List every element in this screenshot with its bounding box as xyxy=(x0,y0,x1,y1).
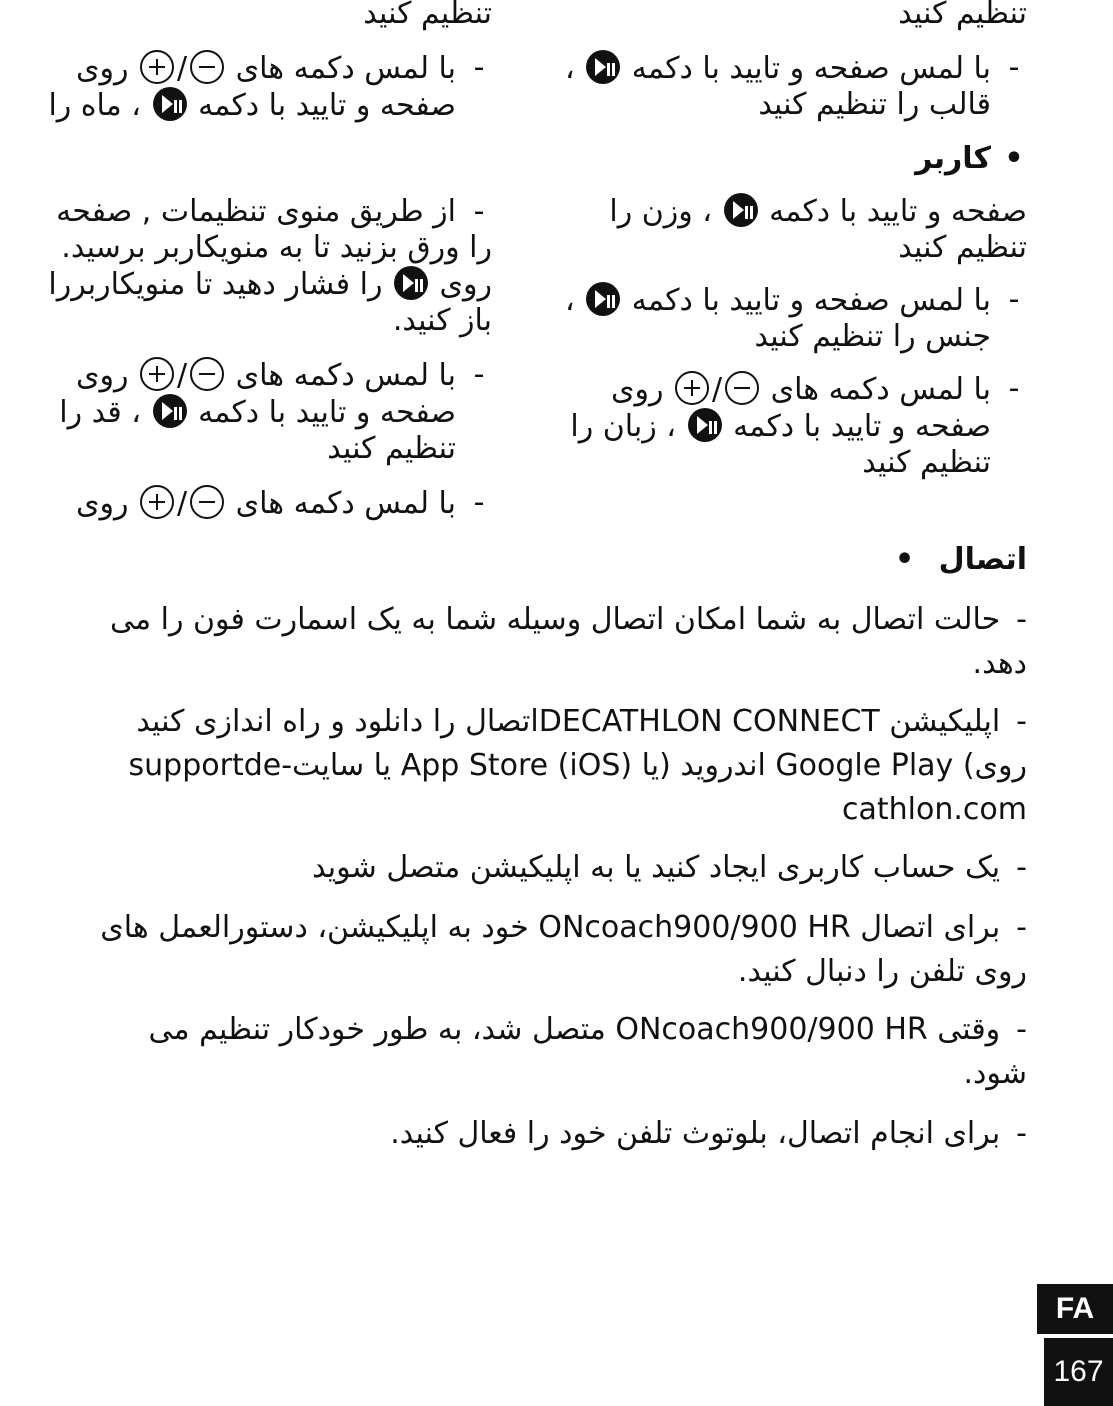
ok-play-pause-icon xyxy=(688,408,722,442)
connection-item-6 xyxy=(0,1112,1027,1156)
language-line2-text: صفحه و تایید با دکمه xyxy=(733,409,991,444)
template-line1-text: با لمس صفحه و تایید با دکمه xyxy=(631,51,991,86)
dash: - xyxy=(1008,282,1020,317)
month-line1-text: با لمس دکمه های xyxy=(235,51,456,86)
height-item xyxy=(0,357,492,467)
language-line2-tail: ، زبان را xyxy=(570,409,676,444)
ok-play-pause-icon xyxy=(586,282,620,316)
connection-heading: اتصال xyxy=(938,542,1027,577)
language-line1-tail: روی xyxy=(610,372,664,407)
bullet: • xyxy=(1004,141,1024,176)
weight-item xyxy=(528,193,1027,266)
month-line2-text: صفحه و تایید با دکمه xyxy=(198,88,456,123)
left-top-line: تنظیم کنید xyxy=(363,0,492,31)
gender-line2: جنس را تنظیم کنید xyxy=(754,319,991,354)
menu-line3-text: روی xyxy=(439,267,492,302)
dash: - xyxy=(473,485,485,520)
slash: / xyxy=(177,486,188,521)
connection-5-line1: وقتی ONcoach900/900 HR متصل شد، به طور خودکار تنظیم می xyxy=(148,1012,1001,1047)
connection-heading-row xyxy=(800,542,1027,578)
ok-play-pause-icon xyxy=(586,50,620,84)
dash: - xyxy=(473,194,485,229)
page-number: 167 xyxy=(1044,1338,1113,1406)
height-line2-text: صفحه و تایید با دکمه xyxy=(198,395,456,430)
language-line1-text: با لمس دکمه های xyxy=(770,372,991,407)
connection-item-3 xyxy=(0,846,1027,890)
dash: - xyxy=(1008,50,1020,85)
plus-circle-icon xyxy=(140,50,174,84)
ok-play-pause-icon xyxy=(153,394,187,428)
ok-play-pause-icon xyxy=(153,87,187,121)
connection-2-line3: cathlon.com xyxy=(842,792,1027,827)
connection-item-2 xyxy=(0,700,1027,832)
last-line1-tail: روی xyxy=(75,486,129,521)
minus-circle-icon xyxy=(725,371,759,405)
connection-item-5 xyxy=(0,1008,1027,1096)
gender-item xyxy=(528,282,1027,355)
right-column xyxy=(528,0,1027,481)
month-line2-tail: ، ماه را xyxy=(48,88,141,123)
connection-1-line1: حالت اتصال به شما امکان اتصال وسیله شما به یک اسمارت فون را می xyxy=(110,602,1001,637)
menu-line4: باز کنید. xyxy=(392,303,492,338)
connection-1-line2: دهد. xyxy=(972,646,1027,681)
connection-item-1 xyxy=(0,598,1027,686)
minus-circle-icon xyxy=(190,50,224,84)
weight-line1-tail: ، وزن را xyxy=(609,194,712,229)
minus-circle-icon xyxy=(190,357,224,391)
plus-circle-icon xyxy=(140,357,174,391)
user-heading-row xyxy=(528,141,1027,177)
ok-play-pause-icon xyxy=(394,266,428,300)
connection-2-line1: اپلیکیشن DECATHLON CONNECTاتصال را دانلود و راه اندازی کنید xyxy=(136,704,1001,739)
minus-circle-icon xyxy=(190,485,224,519)
language-item xyxy=(528,371,1027,481)
connection-3-line1: یک حساب کاربری ایجاد کنید یا به اپلیکیشن متصل شوید xyxy=(312,850,1001,885)
menu-line1: از طریق منوی تنظیمات , صفحه xyxy=(56,194,456,229)
dash: - xyxy=(1016,704,1027,739)
height-line1-tail: روی xyxy=(75,358,129,393)
menu-line2: را ورق بزنید تا به منویکاربر برسید. xyxy=(61,230,492,265)
month-line1-tail: روی xyxy=(75,51,129,86)
dash: - xyxy=(1008,371,1020,406)
dash: - xyxy=(473,357,485,392)
slash: / xyxy=(177,358,188,393)
slash: / xyxy=(177,51,188,86)
user-menu-item xyxy=(0,194,492,230)
bullet: • xyxy=(894,542,915,577)
gender-line1-text: با لمس صفحه و تایید با دکمه xyxy=(631,283,991,318)
slash: / xyxy=(712,372,723,407)
connection-item-4 xyxy=(0,906,1027,994)
plus-circle-icon xyxy=(675,371,709,405)
right-top-line: تنظیم کنید xyxy=(898,0,1027,31)
connection-6-line1: برای انجام اتصال، بلوتوث تلفن خود را فعال کنید. xyxy=(390,1116,1001,1151)
connection-5-line2: شود. xyxy=(963,1056,1027,1091)
height-line2-tail: ، قد را xyxy=(59,395,141,430)
connection-2-line2: روی) Google Play اندروید (یا (iOS) App Store یا سایت-supportde xyxy=(128,748,1027,783)
last-line1-text: با لمس دکمه های xyxy=(235,486,456,521)
height-line3: تنظیم کنید xyxy=(327,431,456,466)
dash: - xyxy=(473,50,485,85)
last-left-item xyxy=(0,485,492,522)
language-badge: FA xyxy=(1037,1284,1113,1334)
template-item xyxy=(528,50,1027,123)
plus-circle-icon xyxy=(140,485,174,519)
gender-line1-tail: ، xyxy=(564,283,575,318)
height-line1-text: با لمس دکمه های xyxy=(235,358,456,393)
dash: - xyxy=(1016,602,1027,637)
ok-play-pause-icon xyxy=(724,193,758,227)
user-heading: کاربر xyxy=(915,141,991,176)
connection-4-line2: روی تلفن را دنبال کنید. xyxy=(737,954,1027,989)
dash: - xyxy=(1016,1012,1027,1047)
dash: - xyxy=(1016,850,1027,885)
weight-line1-text: صفحه و تایید با دکمه xyxy=(769,194,1027,229)
template-line2: قالب را تنظیم کنید xyxy=(758,87,991,122)
weight-line2: تنظیم کنید xyxy=(898,230,1027,265)
connection-4-line1: برای اتصال ONcoach900/900 HR خود به اپلیکیشن، دستورالعمل های xyxy=(100,910,1001,945)
month-item xyxy=(0,50,492,124)
left-column xyxy=(0,0,492,522)
template-line1-tail: ، xyxy=(564,51,575,86)
menu-line3-tail: را فشار دهید تا منویکاربررا xyxy=(48,267,383,302)
dash: - xyxy=(1016,910,1027,945)
language-line3: تنظیم کنید xyxy=(862,445,991,480)
dash: - xyxy=(1016,1116,1027,1151)
